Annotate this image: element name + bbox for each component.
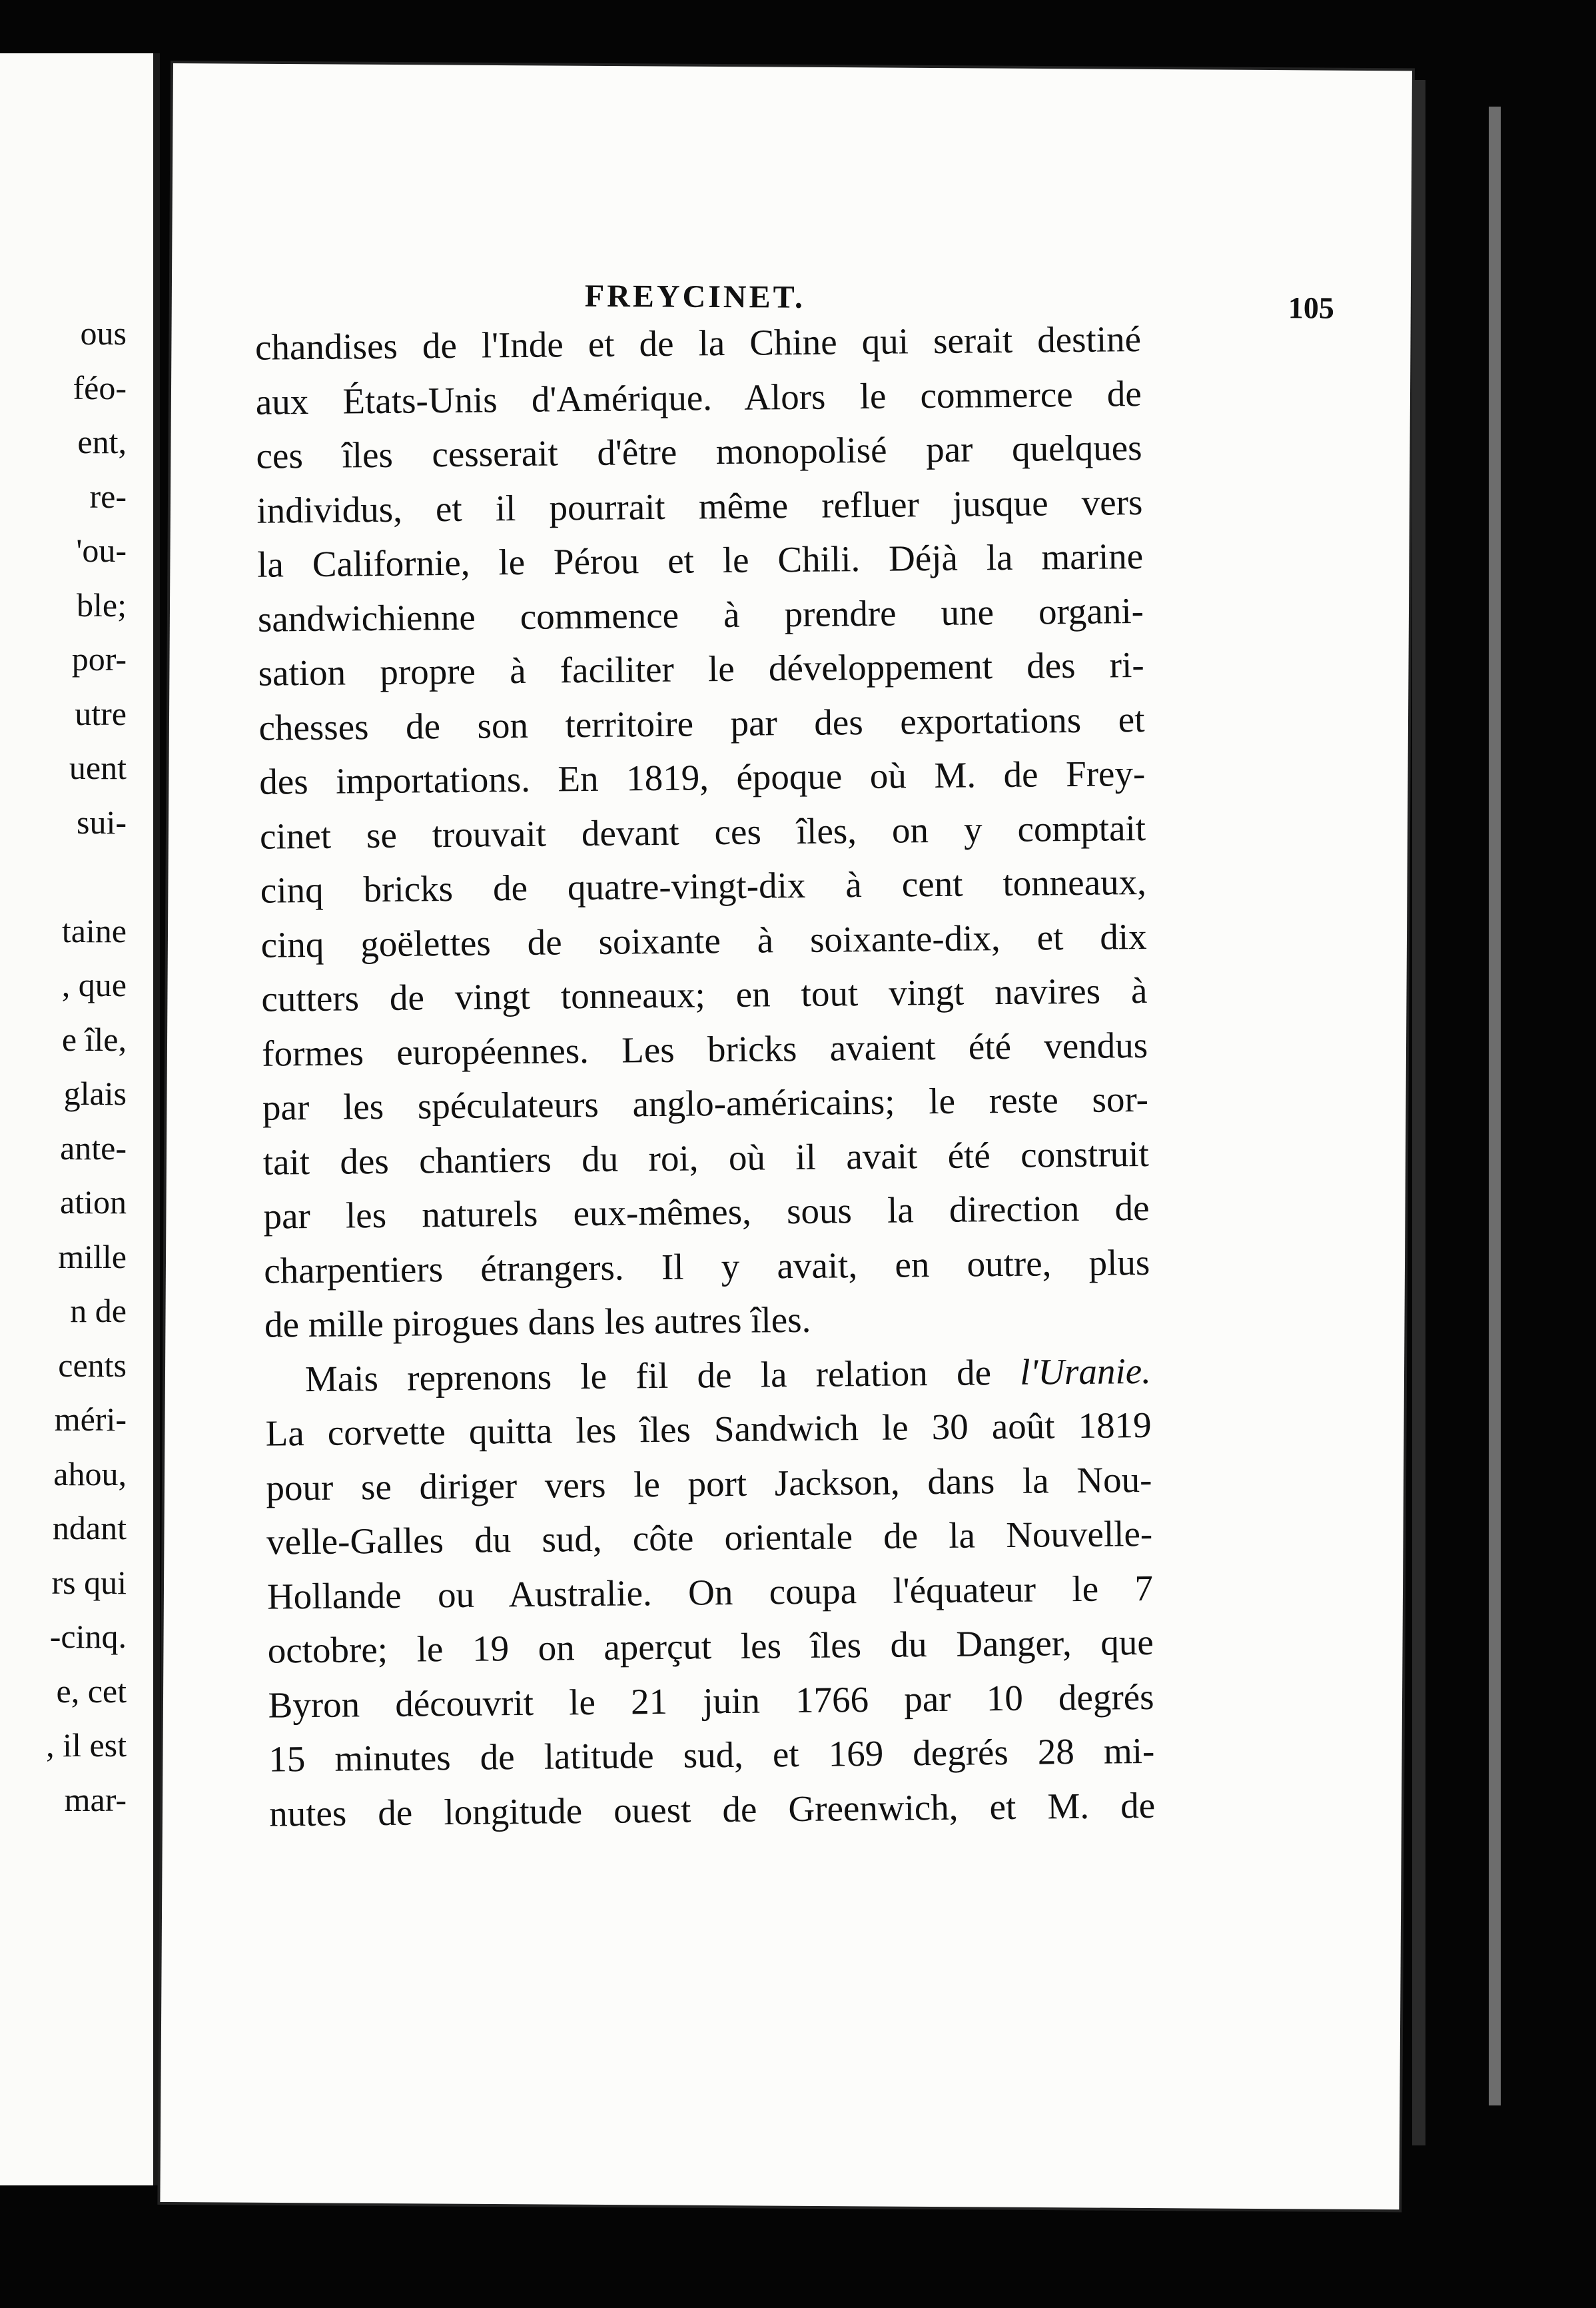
binding-strip: [1489, 107, 1501, 2105]
left-page-fragment: mille: [58, 1237, 127, 1275]
paragraph-1-line: par les spéculateurs anglo-américains; le reste sor-: [262, 1078, 1149, 1128]
left-page-fragment: rs qui: [51, 1563, 127, 1601]
left-page-fragment: , que: [61, 966, 127, 1003]
left-page-fragment: ndant: [52, 1509, 127, 1546]
paragraph-1-line: tait des chantiers du roi, où il avait été construit: [262, 1133, 1150, 1183]
left-page-fragment: e, cet: [56, 1672, 127, 1710]
paragraph-2-line: Byron découvrit le 21 juin 1766 par 10 degrés: [268, 1676, 1154, 1726]
paragraph-1-line: cinet se trouvait devant ces îles, on y comptait: [259, 807, 1146, 857]
paragraph-1-line: de mille pirogues dans les autres îles.: [264, 1299, 811, 1345]
left-page-fragment: taine: [61, 911, 127, 949]
left-page-fragment: n de: [70, 1292, 127, 1329]
paragraph-1-line: chandises de l'Inde et de la Chine qui serait destiné: [254, 318, 1142, 368]
left-page-fragment: ble;: [77, 586, 127, 624]
left-page-fragment: ous: [80, 314, 127, 352]
paragraph-2: [265, 1343, 1156, 1840]
left-page-fragment: ante-: [60, 1129, 127, 1167]
paragraph-1-line: cinq bricks de quatre-vingt-dix à cent tonneaux,: [260, 861, 1147, 911]
left-page-fragment: féo-: [73, 368, 127, 406]
page-number: 105: [1288, 290, 1334, 325]
paragraph-2-line: pour se diriger vers le port Jackson, dans la Nou-: [266, 1458, 1152, 1508]
paragraph-1-line: sandwichienne commence à prendre une organi-: [257, 590, 1144, 640]
left-page-fragment: méri-: [54, 1401, 127, 1438]
left-page-fragment: glais: [63, 1075, 127, 1112]
paragraph-1-line: charpentiers étrangers. Il y avait, en outre, plus: [264, 1241, 1150, 1291]
left-page-fragment: utre: [75, 694, 127, 732]
paragraph-1-line: aux États-Unis d'Amérique. Alors le commerce de: [255, 372, 1142, 422]
paragraph-1-line: sation propre à faciliter le développement des ri-: [258, 644, 1144, 694]
paragraph-1-line: la Californie, le Pérou et le Chili. Déjà la marine: [256, 535, 1144, 585]
left-page-fragment: ation: [60, 1183, 127, 1221]
paragraph-1-line: individus, et il pourrait même refluer jusque vers: [256, 481, 1143, 531]
left-page-fragment: , il est: [46, 1726, 127, 1764]
book-page: [160, 63, 1412, 2209]
left-page-fragment: ent,: [77, 423, 127, 460]
paragraph-2-line: velle-Galles du sud, côte orientale de la Nouvelle-: [266, 1512, 1153, 1562]
paragraph-2-line: octobre; le 19 on aperçut les îles du Danger, que: [267, 1621, 1154, 1671]
running-head: FREYCINET.: [584, 278, 806, 315]
paragraph-2-line: La corvette quitta les îles Sandwich le 30 août 1819: [265, 1404, 1152, 1454]
left-page-fragment: ahou,: [53, 1454, 127, 1492]
left-page-fragment: por-: [71, 640, 127, 678]
paragraph-2-line: 15 minutes de latitude sud, et 169 degrés 28 mi-: [268, 1730, 1155, 1780]
paragraph-1-line: cutters de vingt tonneaux; en tout vingt navires à: [261, 969, 1148, 1019]
ship-name-italic: l'Uranie.: [1019, 1350, 1152, 1393]
left-page-fragment: uent: [69, 749, 127, 786]
paragraph-2-line: Hollande ou Australie. On coupa l'équateur le 7: [266, 1567, 1154, 1617]
paragraph-2-line: nutes de longitude ouest de Greenwich, et M. de: [268, 1784, 1156, 1834]
paragraph-1-line: par les naturels eux-mêmes, sous la direction de: [263, 1187, 1150, 1237]
paragraph-1-line: ces îles cesserait d'être monopolisé par quelques: [256, 426, 1142, 476]
previous-page-edge: [0, 53, 160, 2185]
page-edge-shadow: [1412, 80, 1425, 2145]
left-page-fragment: -cinq.: [49, 1618, 127, 1655]
paragraph-1-line: cinq goëlettes de soixante à soixante-dix, et dix: [260, 915, 1147, 965]
paragraph-1-line: formes européennes. Les bricks avaient été vendus: [261, 1024, 1148, 1074]
paragraph-1-line: chesses de son territoire par des exportations et: [258, 698, 1145, 748]
left-page-fragment: 'ou-: [76, 532, 127, 569]
left-page-fragment: cents: [58, 1346, 127, 1384]
paragraph-2-line: [265, 1343, 1152, 1406]
left-page-fragment: mar-: [64, 1780, 127, 1818]
left-page-fragment: re-: [89, 477, 127, 515]
paragraph-1-line: des importations. En 1819, époque où M. de Frey-: [259, 752, 1146, 802]
body-text: [255, 312, 1156, 1841]
paragraph-1: [255, 312, 1151, 1352]
paragraph-2-opening-text: Mais reprenons le fil de la relation de: [304, 1351, 1020, 1399]
left-page-fragment: e île,: [61, 1020, 127, 1058]
left-page-fragment: sui-: [77, 803, 127, 841]
